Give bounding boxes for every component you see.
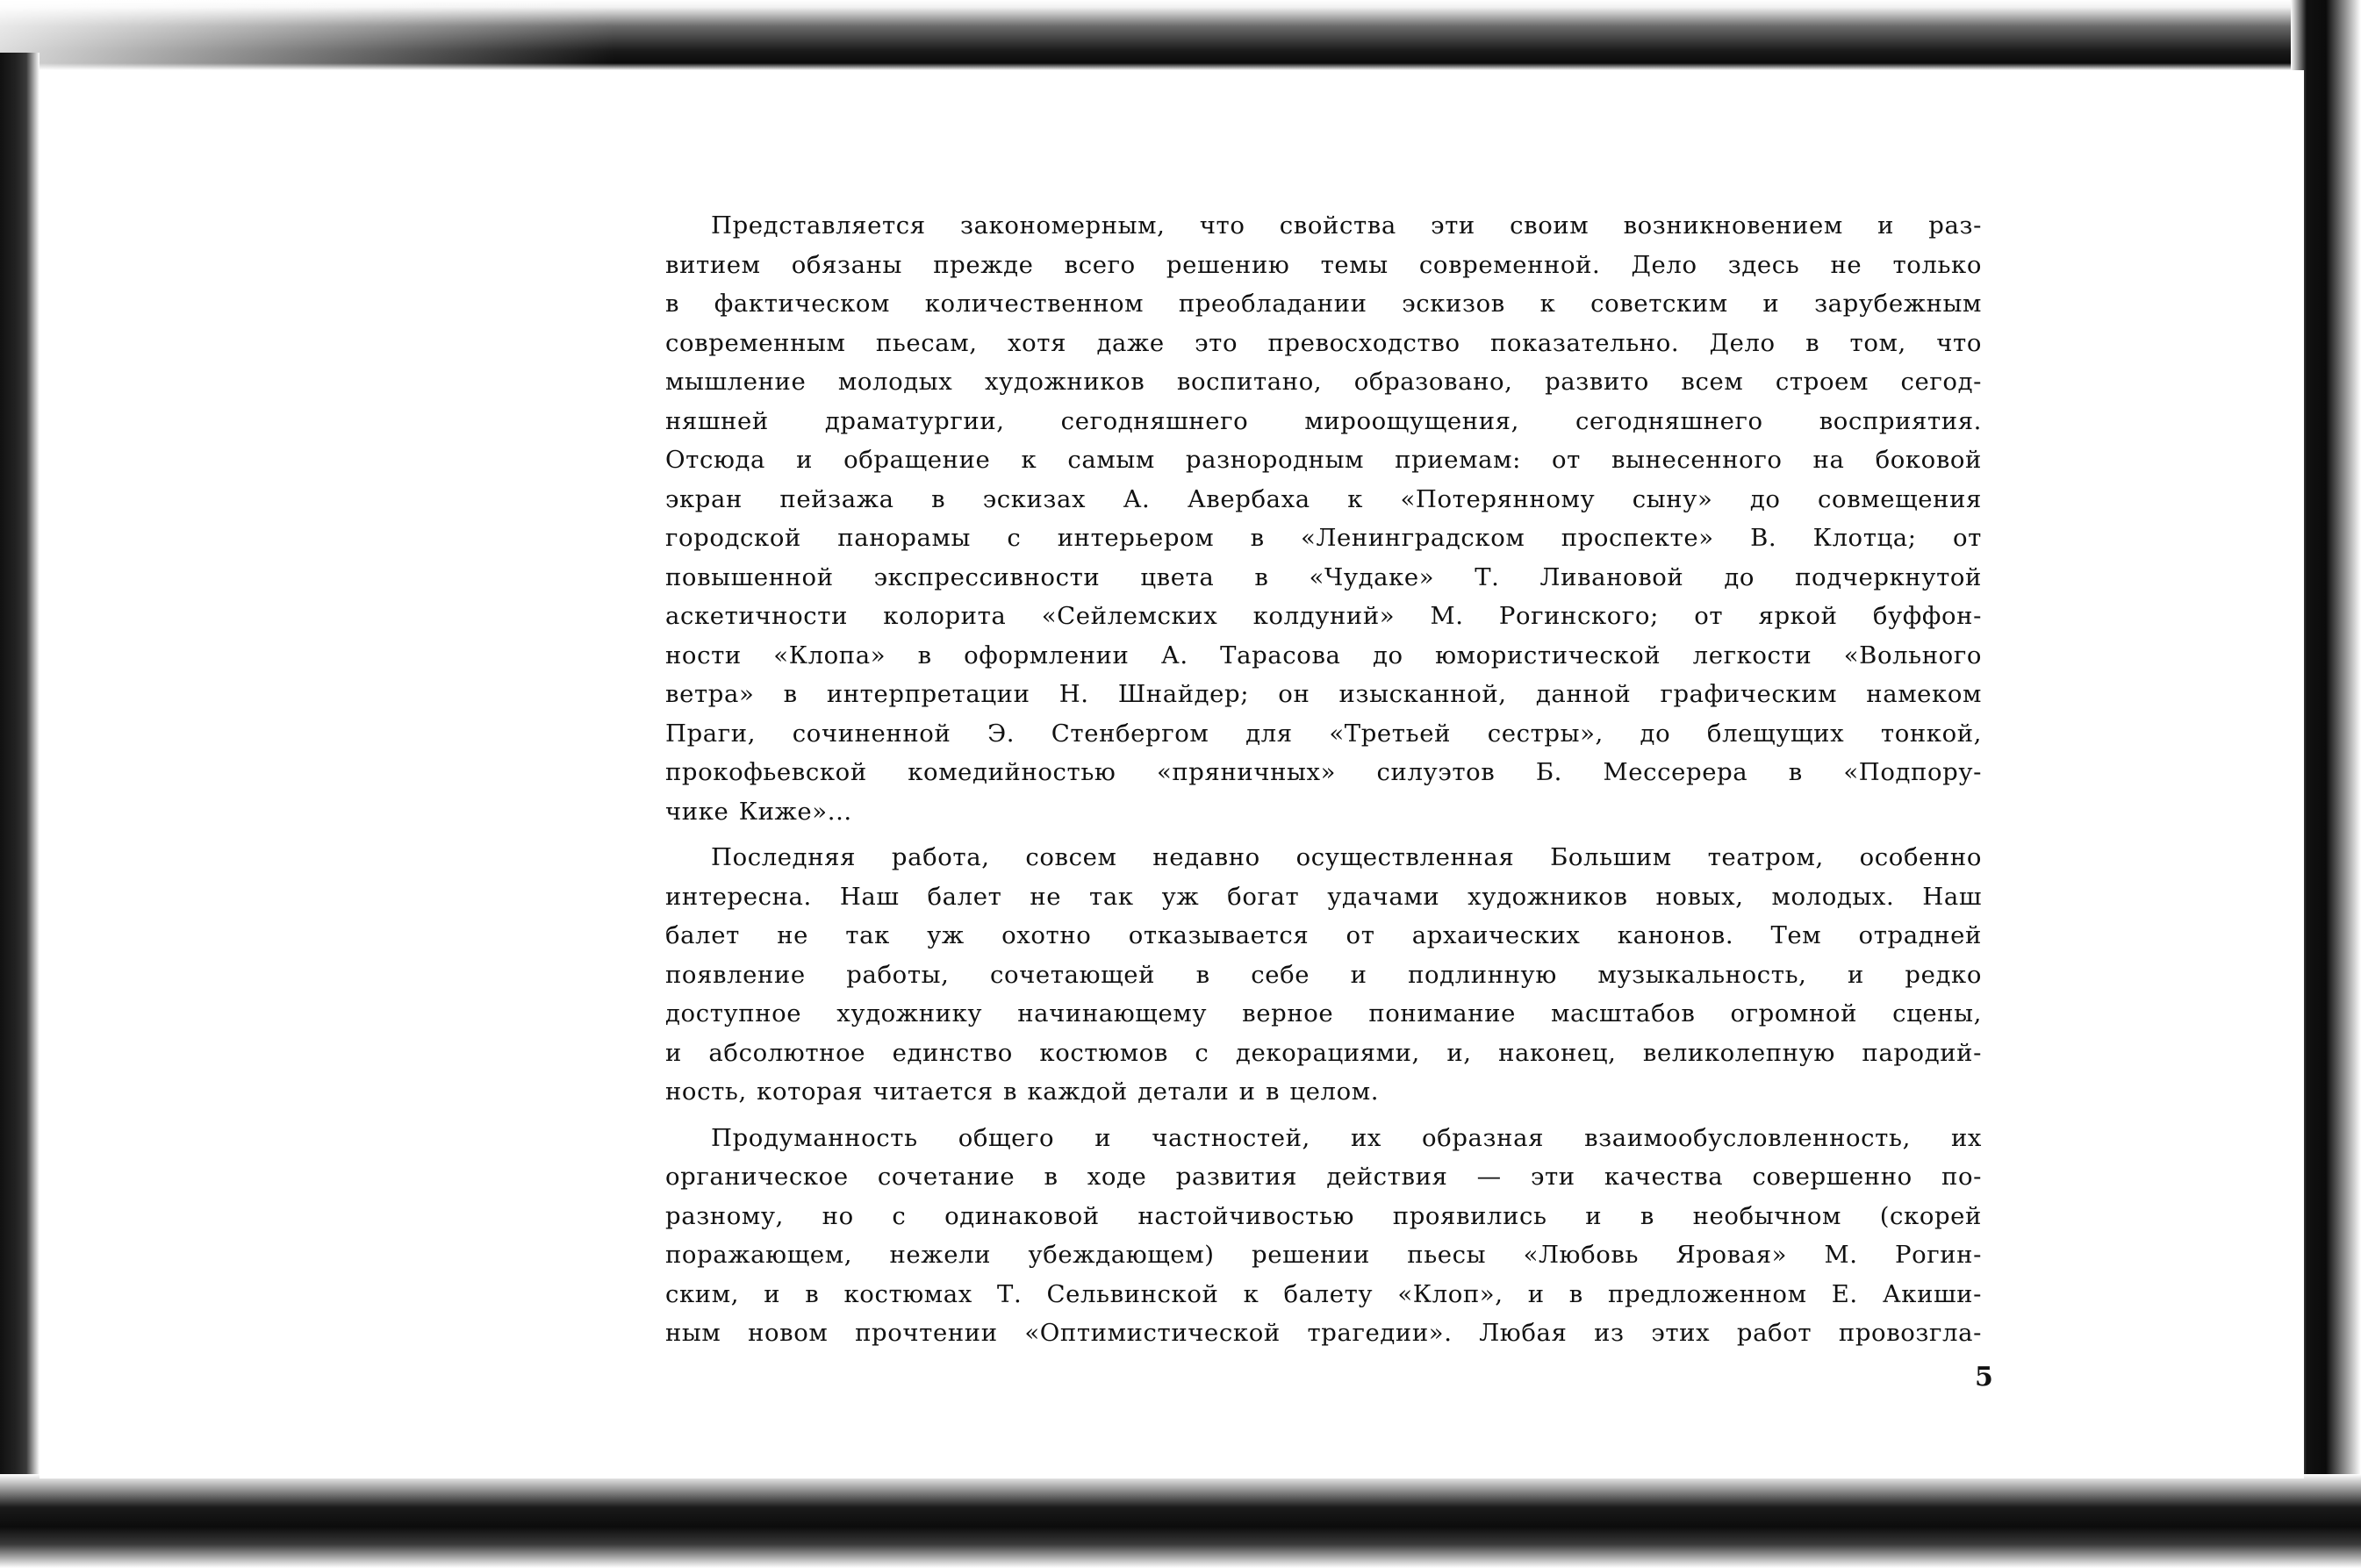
text-line: Продуманность общего и частностей, их образная взаимообусловленность, их <box>711 1123 1982 1152</box>
text-line: повышенной экспрессивности цвета в «Чудаке» Т. Ливановой до подчеркнутой <box>665 562 1982 591</box>
scan-border-left <box>0 53 39 1544</box>
text-line: Представляется закономерным, что свойства эти своим возникновением и раз- <box>711 211 1982 240</box>
text-line: в фактическом количественном преобладании эскизов к советским и зарубежным <box>665 290 1982 318</box>
text-line: витием обязаны прежде всего решению темы современной. Дело здесь не только <box>665 250 1982 279</box>
text-line: ским, и в костюмах Т. Сельвинской к балету «Клоп», и в предложенном Е. Акиши- <box>665 1279 1982 1308</box>
text-line: органическое сочетание в ходе развития действия — эти качества совершенно по- <box>665 1163 1982 1191</box>
text-line: доступное художнику начинающему верное понимание масштабов огромной сцены, <box>665 999 1982 1027</box>
paragraph-2 <box>665 838 1982 1112</box>
text-line: появление работы, сочетающей в себе и подлинную музыкальность, и редко <box>665 960 1982 989</box>
text-line: современным пьесам, хотя даже это превосходство показательно. Дело в том, что <box>665 328 1982 357</box>
text-line: Последняя работа, совсем недавно осуществленная Большим театром, особенно <box>711 843 1982 871</box>
text-line: аскетичности колорита «Сейлемских колдуний» М. Рогинского; от яркой буффон- <box>665 602 1982 630</box>
text-line: Праги, сочиненной Э. Стенбергом для «Третьей сестры», до блещущих тонкой, <box>665 719 1982 748</box>
text-line: экран пейзажа в эскизах А. Авербаха к «Потерянному сыну» до совмещения <box>665 484 1982 513</box>
scan-border-bottom <box>0 1474 2361 1568</box>
text-line: и абсолютное единство костюмов с декорациями, и, наконец, великолепную пародий- <box>665 1038 1982 1067</box>
text-line: прокофьевской комедийностью «пряничных» силуэтов Б. Мессерера в «Подпору- <box>665 758 1982 786</box>
text-line: разному, но с одинаковой настойчивостью проявились и в необычном (скорей <box>665 1201 1982 1230</box>
text-line: ным новом прочтении «Оптимистической трагедии». Любая из этих работ провозгла- <box>665 1319 1982 1347</box>
text-line: балет не так уж охотно отказывается от архаических канонов. Тем отрадней <box>665 921 1982 949</box>
text-line: интересна. Наш балет не так уж богат удачами художников новых, молодых. Наш <box>665 882 1982 911</box>
page-number: 5 <box>1975 1362 1993 1393</box>
paragraph-3 <box>665 1119 1982 1353</box>
text-line: мышление молодых художников воспитано, образовано, развито всем строем сегод- <box>665 368 1982 396</box>
text-line: городской панорамы с интерьером в «Ленинградском проспекте» В. Клотца; от <box>665 524 1982 552</box>
text-line: чике Киже»... <box>665 797 852 826</box>
text-line: Отсюда и обращение к самым разнородным приемам: от вынесенного на боковой <box>665 446 1982 474</box>
scan-border-top-fade <box>0 0 614 70</box>
text-line: поражающем, нежели убеждающем) решении пьесы «Любовь Яровая» М. Рогин- <box>665 1241 1982 1269</box>
text-line: няшней драматургии, сегодняшнего мироощущения, сегодняшнего восприятия. <box>665 406 1982 435</box>
body-text <box>665 206 1982 1360</box>
text-line: ность, которая читается в каждой детали и в целом. <box>665 1078 1380 1106</box>
text-line: ветра» в интерпретации Н. Шнайдер; он изысканной, данной графическим намеком <box>665 680 1982 708</box>
text-line: ности «Клопа» в оформлении А. Тарасова до юмористической легкости «Вольного <box>665 641 1982 669</box>
paragraph-1 <box>665 206 1982 831</box>
